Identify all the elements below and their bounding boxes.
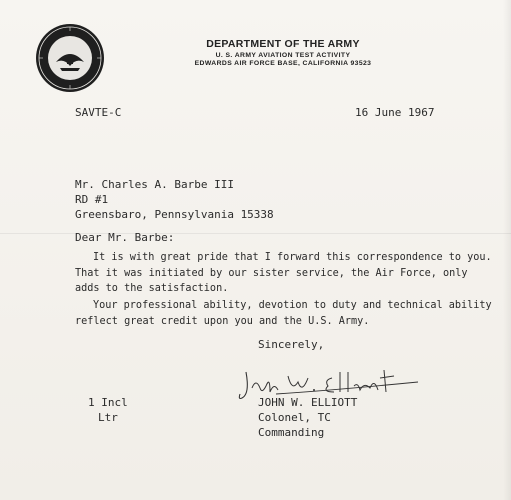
recipient-name: Mr. Charles A. Barbe III xyxy=(75,178,234,191)
recipient-address-line2: Greensbaro, Pennsylvania 15338 xyxy=(75,208,274,221)
letterhead-title: DEPARTMENT OF THE ARMY xyxy=(206,38,360,50)
letterhead-unit: U. S. ARMY AVIATION TEST ACTIVITY xyxy=(215,52,351,59)
closing: Sincerely, xyxy=(258,338,325,351)
letterhead-address: EDWARDS AIR FORCE BASE, CALIFORNIA 93523 xyxy=(194,60,372,67)
paragraph-line: reflect great credit upon you and the U.S. Army. xyxy=(75,315,370,327)
paragraph-line: That it was initiated by our sister service, the Air Force, only xyxy=(75,267,468,279)
signer-name: JOHN W. ELLIOTT xyxy=(258,396,358,409)
salutation: Dear Mr. Barbe: xyxy=(75,231,175,244)
signer-rank: Colonel, TC xyxy=(258,411,331,424)
body-paragraph-2 xyxy=(75,298,492,329)
paragraph-line: adds to the satisfaction. xyxy=(75,283,229,294)
signer-title: Commanding xyxy=(258,426,325,439)
army-seal-logo xyxy=(34,22,106,94)
enclosure-count: 1 Incl xyxy=(88,396,128,409)
recipient-address-line1: RD #1 xyxy=(75,193,109,206)
page-edge-shadow xyxy=(503,0,511,500)
paragraph-line: It is with great pride that I forward this correspondence to you. xyxy=(93,252,492,263)
enclosure-item: Ltr xyxy=(98,411,118,424)
body-paragraph-1 xyxy=(75,250,492,297)
letter-date: 16 June 1967 xyxy=(355,106,435,119)
letterhead xyxy=(160,38,406,67)
paragraph-line: Your professional ability, devotion to duty and technical ability xyxy=(93,300,492,311)
office-symbol: SAVTE-C xyxy=(75,106,122,119)
